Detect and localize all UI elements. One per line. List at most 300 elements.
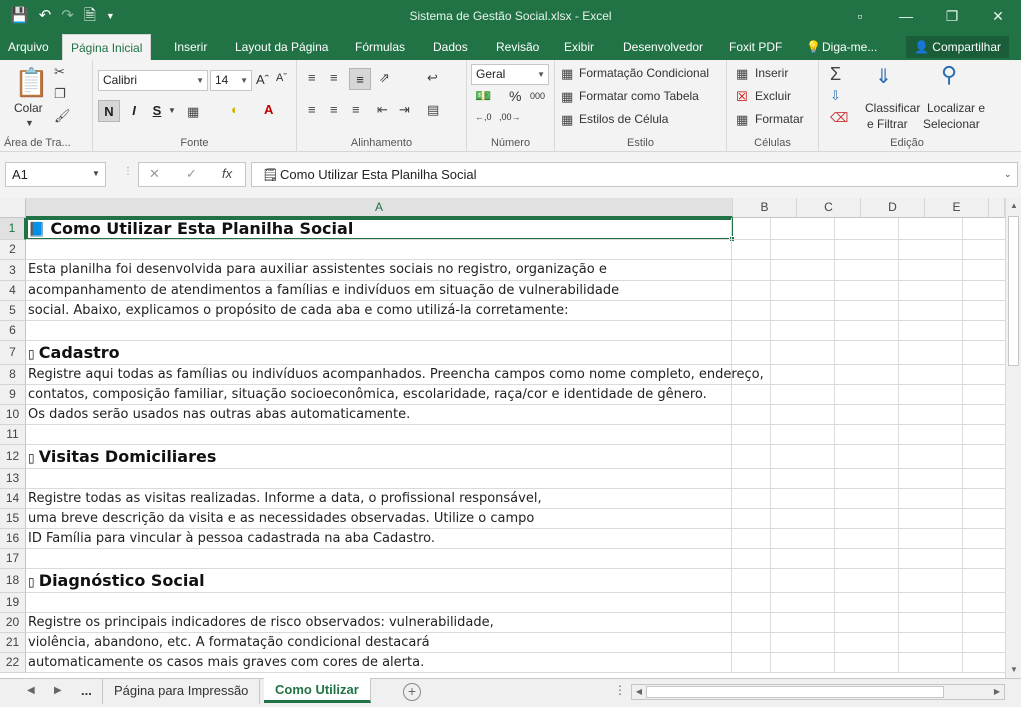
cell-a-section-heading[interactable]	[26, 445, 732, 468]
gridline	[834, 405, 835, 424]
gridline	[770, 549, 771, 568]
cell-text: Cadastro	[38, 343, 120, 362]
increase-decimal-icon[interactable]: ←,0	[475, 112, 492, 122]
gridline	[770, 593, 771, 612]
gridline	[834, 489, 835, 508]
find-select-label-2[interactable]: Selecionar	[923, 117, 980, 131]
restore-icon[interactable]: ❐	[945, 8, 959, 24]
sheet-tab-bar	[0, 678, 1021, 707]
redo-icon[interactable]: ↷	[61, 7, 74, 24]
number-format-combo[interactable]	[471, 64, 549, 85]
align-bottom-icon[interactable]: ≡	[349, 68, 371, 90]
row-header[interactable]: 17	[0, 549, 26, 569]
close-icon[interactable]: ✕	[992, 8, 1004, 24]
sheet-prev-icon[interactable]: ◀	[27, 685, 35, 696]
cell-a-section-heading[interactable]	[26, 341, 732, 364]
table-row	[26, 321, 1005, 341]
cell-a-text[interactable]	[26, 549, 732, 568]
cell-text: Registre todas as visitas realizadas. Informe a data, o profissional responsável,	[28, 491, 542, 506]
gridline	[962, 281, 963, 300]
insert-cells-icon: ▦	[736, 66, 749, 81]
gridline	[770, 613, 771, 632]
chevron-down-icon: ▼	[196, 76, 204, 85]
align-right-icon[interactable]: ≡	[352, 102, 360, 117]
tab-foxit[interactable]: Foxit PDF	[729, 40, 783, 54]
percent-button[interactable]: %	[509, 88, 522, 104]
alignment-group	[297, 60, 467, 152]
row-header[interactable]: 20	[0, 613, 26, 633]
gridline	[834, 509, 835, 528]
number-group	[467, 60, 555, 152]
cell-a-text[interactable]	[26, 385, 732, 404]
thousands-button[interactable]: 000	[530, 91, 546, 101]
row-header[interactable]: 10	[0, 405, 26, 425]
insert-cells-button[interactable]: Inserir	[755, 66, 789, 80]
gridline	[770, 281, 771, 300]
tab-dados[interactable]: Dados	[433, 40, 468, 54]
font-group-label: Fonte	[180, 137, 209, 149]
cell-text: violência, abandono, etc. A formatação condicional destacará	[28, 635, 430, 650]
cell-a-text[interactable]	[26, 365, 764, 384]
name-box[interactable]: A1	[5, 162, 106, 187]
save-icon[interactable]: 💾	[10, 7, 29, 24]
find-icon: ⚲	[941, 62, 958, 87]
copy-icon[interactable]: ❐	[54, 86, 66, 101]
row-header[interactable]: 16	[0, 529, 26, 549]
cell-text: contatos, composição familiar, situação socioeconômica, escolaridade, raça/cor e identidade de gênero.	[28, 387, 707, 402]
styles-group	[555, 60, 727, 152]
number-format-value: Geral	[476, 67, 506, 81]
gridline	[834, 445, 835, 468]
cell-a-title[interactable]	[26, 218, 732, 239]
gridline	[834, 341, 835, 364]
table-row	[26, 260, 1005, 281]
styles-group-label: Estilo	[627, 137, 654, 149]
worksheet-grid[interactable]	[0, 198, 1005, 678]
gridline	[962, 509, 963, 528]
fill-icon[interactable]: ⇩	[830, 88, 841, 103]
lightbulb-icon: 💡	[806, 40, 821, 54]
column-header-a[interactable]: A	[26, 198, 733, 218]
table-row	[26, 549, 1005, 569]
add-sheet-icon[interactable]: +	[403, 683, 421, 701]
gridline	[962, 240, 963, 259]
merge-center-icon[interactable]: ▤	[427, 102, 440, 117]
gridline	[898, 425, 899, 444]
gridline	[962, 633, 963, 652]
font-color-icon[interactable]: A	[264, 102, 274, 117]
conditional-format-icon: ▦	[561, 66, 574, 81]
gridline	[898, 405, 899, 424]
cell-text: social. Abaixo, explicamos o propósito de cada aba e como utilizá-la corretamente:	[28, 303, 569, 318]
cell-text: Visitas Domiciliares	[38, 447, 217, 466]
font-size-value: 14	[215, 73, 229, 87]
gridline	[962, 301, 963, 320]
column-header-d[interactable]: D	[861, 198, 925, 218]
gridline	[898, 469, 899, 488]
tab-split-handle-icon[interactable]: ⋮	[614, 683, 626, 697]
delete-cells-button[interactable]: Excluir	[755, 89, 792, 103]
table-row	[26, 240, 1005, 260]
title-bar	[0, 0, 1021, 34]
share-button[interactable]	[906, 36, 1009, 58]
table-row	[26, 633, 1005, 653]
gridline	[898, 489, 899, 508]
sort-filter-label-2[interactable]: e Filtrar	[867, 117, 908, 131]
window-title: Sistema de Gestão Social.xlsx - Excel	[409, 9, 612, 23]
row-header[interactable]: 7	[0, 341, 26, 365]
gridline	[962, 529, 963, 548]
orientation-icon[interactable]: ⇗	[379, 70, 390, 85]
row-header[interactable]: 22	[0, 653, 26, 673]
underline-dropdown-icon[interactable]: ▼	[168, 106, 176, 115]
gridline	[898, 240, 899, 259]
table-row	[26, 365, 1005, 385]
gridline	[834, 529, 835, 548]
minimize-icon[interactable]: —	[899, 8, 913, 24]
row-header[interactable]: 21	[0, 633, 26, 653]
gridline	[962, 489, 963, 508]
gridline	[962, 569, 963, 592]
italic-button[interactable]: I	[132, 103, 136, 118]
delete-cells-icon: ☒	[736, 89, 748, 104]
cell-styles-button[interactable]: Estilos de Célula	[579, 112, 669, 126]
column-header-e[interactable]: E	[925, 198, 989, 218]
print-preview-icon[interactable]: 🗎	[83, 7, 96, 24]
gridline	[834, 260, 835, 280]
chevron-down-icon: ▼	[537, 70, 545, 79]
align-left-icon[interactable]: ≡	[308, 102, 316, 117]
table-row	[26, 613, 1005, 633]
column-header-f[interactable]	[989, 198, 1005, 218]
gridline	[770, 653, 771, 672]
row-header[interactable]: 2	[0, 240, 26, 260]
gridline	[770, 529, 771, 548]
book-icon: 📘	[28, 222, 51, 238]
increase-font-icon[interactable]: Aˆ	[256, 72, 269, 87]
gridline	[834, 653, 835, 672]
formula-buttons	[138, 162, 246, 187]
gridline	[834, 301, 835, 320]
cell-a-text[interactable]	[26, 301, 732, 320]
row-header[interactable]: 13	[0, 469, 26, 489]
gridline	[962, 549, 963, 568]
cell-a-text[interactable]	[26, 633, 732, 652]
increase-indent-icon[interactable]: ⇥	[399, 102, 410, 117]
gridline	[834, 613, 835, 632]
formula-bar	[0, 152, 1021, 198]
gridline	[834, 365, 835, 384]
table-row	[26, 341, 1005, 365]
row-header[interactable]: 11	[0, 425, 26, 445]
cell-a-text[interactable]	[26, 509, 732, 528]
gridline	[834, 425, 835, 444]
decrease-font-icon[interactable]: Aˇ	[276, 72, 287, 84]
format-painter-icon[interactable]: 🖌	[54, 108, 71, 123]
expand-formula-bar-icon[interactable]: ⌄	[1004, 169, 1012, 179]
ribbon-tabs	[0, 34, 1021, 60]
horizontal-scrollbar[interactable]	[631, 684, 1005, 700]
tab-desenvolvedor[interactable]: Desenvolvedor	[623, 40, 704, 54]
gridline	[898, 593, 899, 612]
cell-a-text[interactable]	[26, 653, 732, 672]
gridline	[962, 405, 963, 424]
editing-group-label: Edição	[890, 137, 924, 149]
font-name-value: Calibri	[103, 73, 138, 87]
gridline	[834, 321, 835, 340]
gridline	[898, 385, 899, 404]
gridline	[770, 633, 771, 652]
cell-text: automaticamente os casos mais graves com cores de alerta.	[28, 655, 425, 670]
tell-me-label: Diga-me...	[822, 40, 878, 54]
person-icon: 👤	[914, 40, 929, 54]
name-box-dropdown-icon[interactable]: ▼	[92, 169, 100, 178]
enter-icon[interactable]: ✓	[186, 166, 197, 181]
gridline	[898, 653, 899, 672]
gridline	[834, 469, 835, 488]
cell-a-text[interactable]	[26, 613, 732, 632]
gridline	[770, 489, 771, 508]
row-header[interactable]: 15	[0, 509, 26, 529]
number-group-label: Número	[490, 137, 531, 149]
memo-icon: 🗒	[262, 167, 279, 182]
sheet-next-icon[interactable]: ▶	[54, 685, 62, 696]
align-top-icon[interactable]: ≡	[308, 70, 316, 85]
sheet-more-ellipsis[interactable]: ...	[81, 683, 92, 698]
conditional-format-button[interactable]: Formatação Condicional	[579, 66, 710, 80]
horizontal-scroll-thumb[interactable]	[646, 686, 944, 698]
chevron-down-icon: ▼	[240, 76, 248, 85]
gridline	[770, 385, 771, 404]
customize-qat-icon[interactable]: ▼	[105, 11, 115, 21]
clear-icon[interactable]: ⌫	[830, 110, 849, 125]
cell-a-text[interactable]	[26, 405, 732, 424]
borders-icon[interactable]: ▦	[187, 104, 200, 119]
insert-function-icon[interactable]: fx	[222, 166, 233, 181]
cell-a-text[interactable]	[26, 425, 732, 444]
gridline	[834, 385, 835, 404]
gridline	[962, 445, 963, 468]
cell-text: acompanhamento de atendimentos a famílias e indivíduos em situação de vulnerabilidade	[28, 283, 620, 298]
tab-tell-me[interactable]	[800, 34, 885, 60]
row-header[interactable]: 6	[0, 321, 26, 341]
gridline	[898, 260, 899, 280]
scroll-up-icon[interactable]: ▲	[1010, 201, 1018, 210]
paste-icon[interactable]: 📋	[14, 67, 49, 98]
gridline	[770, 341, 771, 364]
gridline	[770, 240, 771, 259]
gridline	[770, 445, 771, 468]
font-name-combo[interactable]	[98, 70, 208, 91]
gridline	[898, 613, 899, 632]
row-header[interactable]: 4	[0, 281, 26, 301]
formula-bar-grip-icon: ⋮	[123, 166, 133, 177]
table-row	[26, 529, 1005, 549]
cell-a-text[interactable]	[26, 321, 732, 340]
align-middle-icon[interactable]: ≡	[330, 70, 338, 85]
gridline	[962, 218, 963, 239]
row-header[interactable]: 5	[0, 301, 26, 321]
cancel-icon[interactable]: ✕	[149, 166, 160, 181]
cell-text: uma breve descrição da visita e as necessidades observadas. Utilize o campo	[28, 511, 535, 526]
cell-a-text[interactable]	[26, 489, 732, 508]
formula-content: Como Utilizar Esta Planilha Social	[280, 167, 477, 182]
vertical-scroll-thumb[interactable]	[1008, 216, 1019, 366]
table-row	[26, 385, 1005, 405]
missing-glyph-icon: ▯	[28, 575, 39, 589]
row-header[interactable]: 1	[0, 218, 26, 240]
scroll-down-icon[interactable]: ▼	[1010, 665, 1018, 674]
gridline	[962, 365, 963, 384]
gridline	[898, 321, 899, 340]
paste-label[interactable]: Colar	[14, 101, 43, 115]
table-row	[26, 445, 1005, 469]
gridline	[898, 529, 899, 548]
cell-a-section-heading[interactable]	[26, 569, 732, 592]
row-header[interactable]: 9	[0, 385, 26, 405]
gridline	[962, 260, 963, 280]
cell-text: Registre os principais indicadores de risco observados: vulnerabilidade,	[28, 615, 494, 630]
table-row	[26, 218, 1005, 240]
formula-input[interactable]	[251, 162, 1018, 187]
cell-a-text[interactable]	[26, 260, 732, 280]
select-all-corner[interactable]	[0, 198, 26, 218]
gridline	[834, 281, 835, 300]
gridline	[834, 218, 835, 239]
gridline	[770, 301, 771, 320]
cell-text: Como Utilizar Esta Planilha Social	[50, 219, 354, 238]
cell-a-text[interactable]	[26, 593, 732, 612]
gridline	[770, 260, 771, 280]
row-header[interactable]: 14	[0, 489, 26, 509]
alignment-group-label: Alinhamento	[350, 137, 413, 149]
tab-revisao[interactable]: Revisão	[496, 40, 540, 54]
gridline	[898, 218, 899, 239]
gridline	[770, 218, 771, 239]
tab-formulas[interactable]: Fórmulas	[355, 40, 406, 54]
gridline	[962, 653, 963, 672]
share-label: Compartilhar	[932, 40, 1001, 54]
gridline	[770, 509, 771, 528]
row-header[interactable]: 18	[0, 569, 26, 593]
gridline	[898, 445, 899, 468]
align-center-icon[interactable]: ≡	[330, 102, 338, 117]
column-header-c[interactable]: C	[797, 198, 861, 218]
table-row	[26, 653, 1005, 673]
tab-pagina-inicial[interactable]: Página Inicial	[62, 34, 151, 60]
tab-inserir[interactable]: Inserir	[174, 40, 208, 54]
row-header[interactable]: 12	[0, 445, 26, 469]
sort-filter-label-1[interactable]: Classificar	[865, 101, 921, 115]
row-header[interactable]: 19	[0, 593, 26, 613]
sheet-tab-como-utilizar[interactable]: Como Utilizar	[264, 678, 371, 703]
cell-text: Diagnóstico Social	[38, 571, 205, 590]
sort-filter-icon: ⇓	[875, 66, 892, 88]
gridline	[962, 321, 963, 340]
window-controls	[837, 0, 1021, 32]
cell-text: Esta planilha foi desenvolvida para auxiliar assistentes sociais no registro, organização e	[28, 262, 607, 277]
font-size-combo[interactable]	[210, 70, 252, 91]
table-row	[26, 405, 1005, 425]
gridline	[834, 240, 835, 259]
gridline	[898, 365, 899, 384]
gridline	[834, 593, 835, 612]
gridline	[770, 469, 771, 488]
cells-group-label: Células	[754, 137, 791, 149]
format-table-button[interactable]: Formatar como Tabela	[579, 89, 699, 103]
gridline	[770, 425, 771, 444]
clipboard-group	[0, 60, 93, 152]
underline-button[interactable]: S	[152, 103, 162, 118]
find-select-label-1[interactable]: Localizar e	[927, 101, 986, 115]
tab-layout[interactable]: Layout da Página	[235, 40, 329, 54]
vertical-scrollbar[interactable]	[1005, 198, 1021, 678]
decrease-decimal-icon[interactable]: ,00→	[499, 112, 521, 122]
fill-color-icon[interactable]: ◐	[231, 102, 239, 117]
undo-icon[interactable]: ↶	[38, 7, 52, 24]
cell-text: ID Família para vincular à pessoa cadastrada na aba Cadastro.	[28, 531, 435, 546]
gridline	[962, 385, 963, 404]
cells-group	[727, 60, 819, 152]
cell-a-text[interactable]	[26, 469, 732, 488]
bold-button[interactable]: N	[98, 100, 120, 122]
missing-glyph-icon: ▯	[28, 451, 39, 465]
format-cells-icon: ▦	[736, 112, 749, 127]
cell-text: Registre aqui todas as famílias ou indivíduos acompanhados. Preencha campos como nome completo, endereço,	[28, 367, 764, 382]
cell-a-text[interactable]	[26, 529, 732, 548]
wrap-text-icon[interactable]: ↩	[427, 70, 438, 85]
table-row	[26, 569, 1005, 593]
cell-a-text[interactable]	[26, 281, 732, 300]
gridline	[962, 341, 963, 364]
tab-exibir[interactable]: Exibir	[564, 40, 595, 54]
cell-styles-icon: ▦	[561, 112, 574, 127]
cell-a-text[interactable]	[26, 240, 732, 259]
sheet-tab-impressao[interactable]: Página para Impressão	[102, 679, 260, 704]
gridline	[962, 593, 963, 612]
cell-text: Os dados serão usados nas outras abas automaticamente.	[28, 407, 411, 422]
scroll-left-icon[interactable]: ◀	[635, 687, 643, 696]
gridline	[834, 549, 835, 568]
gridline	[770, 569, 771, 592]
gridline	[898, 341, 899, 364]
table-row	[26, 509, 1005, 529]
gridline	[770, 321, 771, 340]
paste-dropdown-icon[interactable]: ▼	[25, 118, 34, 128]
scroll-right-icon[interactable]: ▶	[993, 687, 1001, 696]
gridline	[898, 509, 899, 528]
table-row	[26, 301, 1005, 321]
column-header-b[interactable]: B	[733, 198, 797, 218]
gridline	[898, 633, 899, 652]
gridline	[834, 569, 835, 592]
currency-icon[interactable]: 💵	[475, 88, 492, 103]
table-row	[26, 593, 1005, 613]
font-group	[93, 60, 297, 152]
missing-glyph-icon: ▯	[28, 347, 39, 361]
autosum-icon[interactable]: Σ	[830, 64, 842, 84]
gridline	[962, 469, 963, 488]
gridline	[898, 569, 899, 592]
cut-icon[interactable]: ✂	[54, 64, 65, 79]
tab-arquivo[interactable]: Arquivo	[8, 40, 49, 54]
ribbon-display-icon[interactable]: ▫	[857, 8, 863, 24]
format-cells-button[interactable]: Formatar	[755, 112, 804, 126]
row-header[interactable]: 8	[0, 365, 26, 385]
decrease-indent-icon[interactable]: ⇤	[377, 102, 388, 117]
row-header[interactable]: 3	[0, 260, 26, 281]
ribbon	[0, 60, 1021, 152]
